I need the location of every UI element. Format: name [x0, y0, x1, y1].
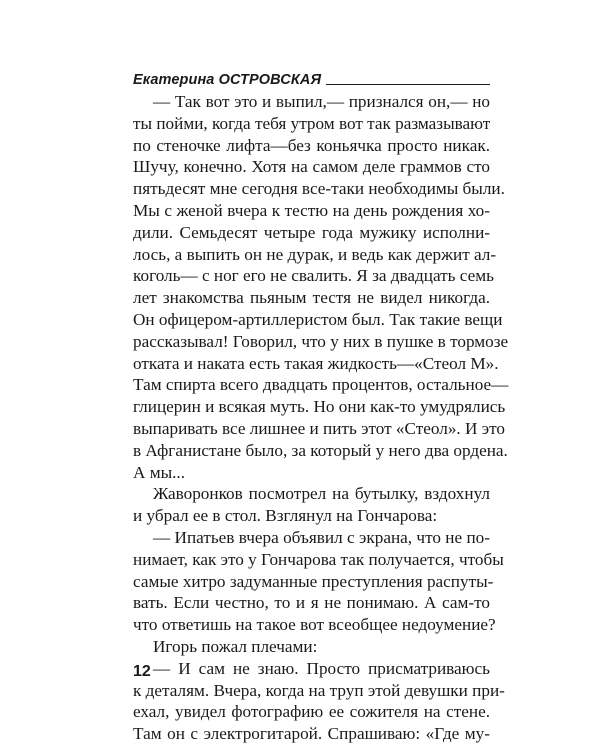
- text-line: Он офицером-артиллеристом был. Так такие вещи: [133, 309, 503, 329]
- text-line: — И сам не знаю. Просто присматриваюсь: [153, 658, 490, 678]
- text-line: отката и наката есть такая жидкость—«Стеол М».: [133, 353, 499, 373]
- text-line: коголь— с ног его не свалить. Я за двадцать семь: [133, 266, 494, 286]
- text-line: что ответишь на такое вот всеобщее недоумение?: [133, 615, 496, 635]
- text-line: выпаривать все лишнее и пить этот «Стеол». И это: [133, 418, 505, 438]
- running-header: [133, 68, 490, 88]
- running-head-author: Екатерина ОСТРОВСКАЯ: [133, 72, 322, 88]
- text-line: вать. Если честно, то и я не понимаю. А сам-то: [133, 593, 490, 613]
- text-line: дили. Семьдесят четыре года мужику исполни-: [133, 222, 490, 242]
- text-line: Мы с женой вчера к тестю на день рождения хо-: [133, 200, 490, 220]
- text-line: и убрал ее в стол. Взглянул на Гончарова:: [133, 506, 438, 526]
- text-line: ехал, увидел фотографию ее сожителя на стене.: [133, 702, 490, 722]
- text-line: А мы...: [133, 462, 186, 482]
- text-line: ты пойми, когда тебя утром вот так размазывают: [133, 113, 491, 133]
- text-line: — Ипатьев вчера объявил с экрана, что не по-: [153, 527, 490, 547]
- text-line: Там спирта всего двадцать процентов, остальное—: [133, 375, 509, 395]
- text-line: к деталям. Вчера, когда на труп этой девушки при-: [133, 680, 505, 700]
- text-line: лет знакомства пьяным тестя не видел никогда.: [133, 288, 490, 308]
- text-line: по стеночке лифта—без коньячка просто никак.: [133, 135, 490, 155]
- text-line: Шучу, конечно. Хотя на самом деле граммов сто: [133, 157, 490, 177]
- page-number: 12: [133, 663, 151, 680]
- text-line: рассказывал! Говорил, что у них в пушке в тормозе: [133, 331, 509, 351]
- text-line: — Так вот это и выпил,— признался он,— но: [153, 92, 490, 111]
- text-line: Игорь пожал плечами:: [153, 636, 318, 656]
- text-line: пятьдесят мне сегодня все-таки необходимы были.: [133, 179, 505, 199]
- text-line: самые хитро задуманные преступления распуты-: [133, 571, 494, 591]
- text-line: в Афганистане было, за который у него два ордена.: [133, 440, 508, 460]
- text-line: лось, а выпить он не дурак, и ведь как держит ал-: [133, 244, 497, 264]
- body-text: [133, 91, 509, 745]
- text-line: нимает, как это у Гончарова так получается, чтобы: [133, 549, 504, 569]
- header-rule: [326, 84, 490, 85]
- text-line: Там он с электрогитарой. Спрашиваю: «Где му-: [133, 724, 490, 744]
- text-line: глицерин и всякая муть. Но они как-то умудрялись: [133, 397, 506, 417]
- text-line: Жаворонков посмотрел на бутылку, вздохнул: [153, 484, 490, 504]
